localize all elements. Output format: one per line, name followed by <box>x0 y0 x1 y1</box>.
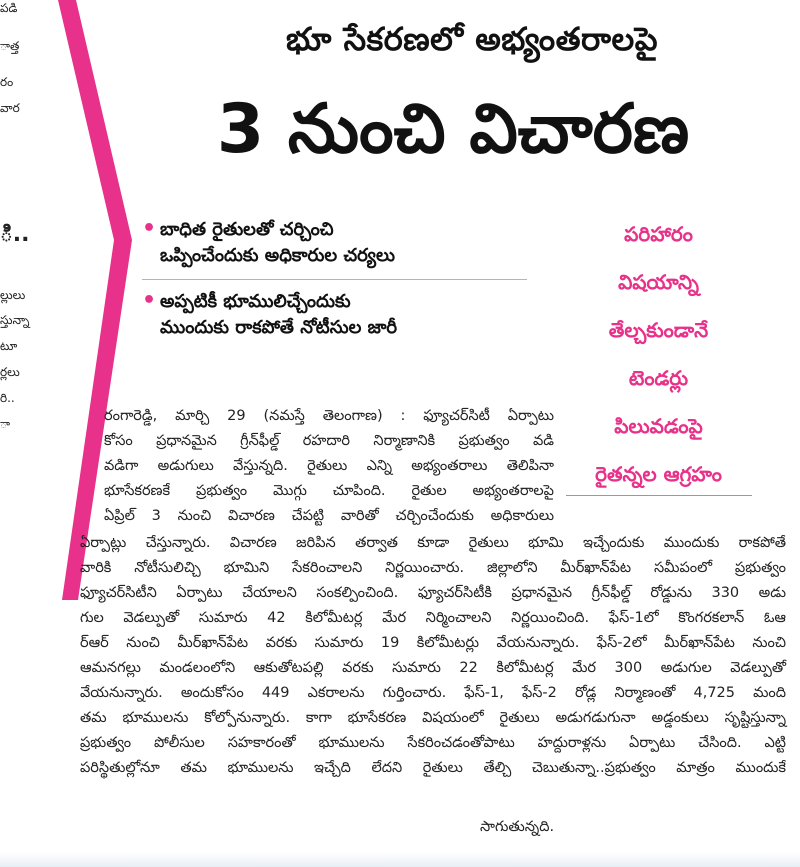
body-line: ప్రభుత్వం పోలీసుల సహకారంతో భూములను సేకరించడంతోపాటు హద్దురాళ్లను ఏర్పాటు చేసింది. ఎట్టి <box>80 735 786 751</box>
fragment-text: ల్లులు <box>0 288 26 302</box>
sidebar-line: విషయాన్ని <box>618 270 699 294</box>
bullet-dot-icon: • <box>142 288 157 313</box>
body-line: రంగారెడ్డి, మార్చి 29 (నమస్తే తెలంగాణ) : ఫ్యూచర్‌సిటీ ఏర్పాటు <box>104 408 554 424</box>
fragment-text: ర్లలు <box>0 365 20 379</box>
body-line: ఏప్రిల్ 3 నుంచి విచారణ చేపట్టి వారితో చర్చించేందుకు అధికారులు <box>104 508 554 524</box>
bullet-text: ఒప్పించేందుకు అధికారుల చర్యలు <box>160 245 396 266</box>
bullet-text: బాధిత రైతులతో చర్చించి <box>160 219 334 240</box>
sidebar-line: పరిహారం <box>624 222 693 246</box>
sidebar-divider <box>566 495 752 496</box>
fragment-text: పడి <box>0 1 18 15</box>
sidebar-line: రైతన్నల ఆగ్రహం <box>595 462 722 486</box>
bullet-item <box>142 280 527 351</box>
fragment-text: ా <box>0 417 11 431</box>
bullet-dot-icon: • <box>142 216 157 241</box>
body-line: తమ భూములను కోల్పోనున్నారు. కాగా భూసేకరణ విషయంలో రైతులు అడుగడుగునా అడ్డంకులు సృష్టిస్తున్నా <box>80 710 786 726</box>
fragment-text: వార <box>0 101 20 115</box>
bullet-text: ముందుకు రాకపోతే నోటీసుల జారీ <box>160 317 398 338</box>
fragment-text: రం <box>0 75 14 89</box>
body-line: ఏర్పాట్లు చేస్తున్నారు. విచారణ జరిపిన తర్వాత కూడా రైతులు భూమి ఇచ్చేందుకు ముందుకు రాకపోతే <box>80 535 786 551</box>
body-line: వారికి నోటీసులిచ్చి భూమిని సేకరించాలని నిర్ణయించారు. జిల్లాలోని మీర్‌ఖాన్‌పేట సమీపంలో ప్రభుత్వం <box>80 560 786 576</box>
bullet-points <box>142 208 527 351</box>
body-line: ర్‌ఆర్ నుంచి మీర్‌ఖాన్‌పేట వరకు సుమారు 19 కిలోమీటర్లు వేయనున్నారు. ఫేస్-2లో మీర్‌ఖాన్‌పేట నుంచి <box>80 635 786 651</box>
fragment-text: ి.. <box>0 222 30 247</box>
body-line: పరిస్థితుల్లోనూ తమ భూములను ఇచ్చేది లేదని రైతులు తేల్చి చెబుతున్నా..ప్రభుత్వం మాత్రం ముందుకే <box>80 760 786 776</box>
fragment-text: స్తున్నా <box>0 313 30 327</box>
headline-kicker: భూ సేకరణలో అభ్యంతరాలపై <box>286 20 658 58</box>
fragment-text: ాత్త <box>0 39 20 53</box>
body-line: వేయనున్నారు. అందుకోసం 449 ఎకరాలను గుర్తించారు. ఫేస్-1, ఫేస్-2 రోడ్ల నిర్మాణంతో 4,725 మంది <box>80 685 786 701</box>
bullet-item <box>142 208 527 280</box>
sidebar-line: టెండర్లు <box>628 366 689 390</box>
bullet-text: అప్పటికీ భూములిచ్చేందుకు <box>160 291 351 312</box>
body-line: గుల వెడల్పుతో సుమారు 42 కిలోమీటర్ల మేర నిర్మించాలని నిర్ణయించింది. ఫేస్-1లో కొంగరకలాన్ ఓఆ <box>80 610 786 626</box>
fragment-text: టూ <box>0 339 18 353</box>
article-body-wide <box>80 531 786 781</box>
sidebar-line: తేల్చకుండానే <box>608 318 709 342</box>
fragment-text: రి.. <box>0 391 15 405</box>
body-last-line: సాగుతున్నది. <box>480 819 555 835</box>
body-line: భూసేకరణకే ప్రభుత్వం మొగ్గు చూపింది. రైతుల అభ్యంతరాలపై <box>104 483 554 499</box>
highlight-sidebar <box>566 210 751 498</box>
main-headline: 3 నుంచి విచారణ <box>216 90 690 169</box>
body-line: ఆమనగల్లు మండలంలోని ఆకుతోటపల్లి వరకు సుమారు 22 కిలోమీటర్ల మేర 300 అడుగుల వెడల్పుతో <box>80 660 786 676</box>
body-line: ఫ్యూచర్‌సిటీని ఏర్పాటు చేయాలని సంకల్పించింది. ఫ్యూచర్‌సిటీకి ప్రధానమైన గ్రీన్‌ఫీల్డ్ రోడ్డును 330 అడు <box>80 585 786 601</box>
body-line: కోసం ప్రధానమైన గ్రీన్‌ఫీల్డ్ రహదారి నిర్మాణానికి ప్రభుత్వం వడి <box>104 433 554 449</box>
sidebar-line: పిలువడంపై <box>614 414 703 438</box>
article-body-narrow <box>104 404 554 529</box>
body-line: వడిగా అడుగులు వేస్తున్నది. రైతులు ఎన్ని అభ్యంతరాలు తెలిపినా <box>104 458 554 474</box>
bottom-edge <box>0 852 800 867</box>
